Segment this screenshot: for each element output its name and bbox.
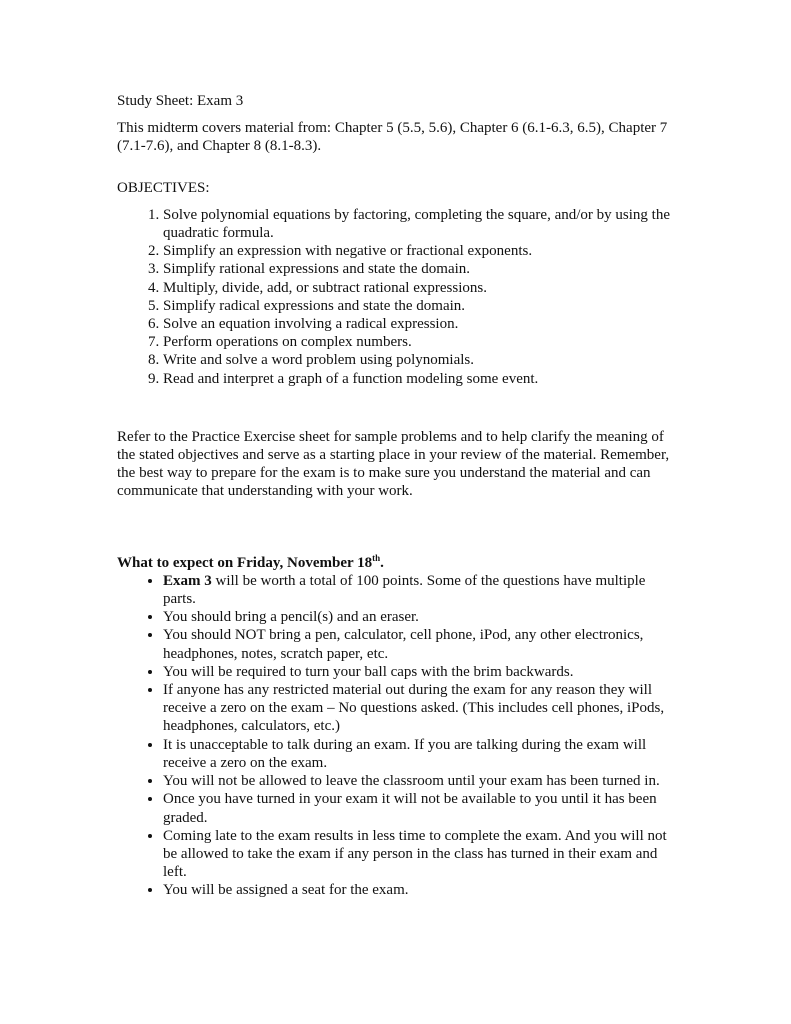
rule-item: • You will be required to turn your ball caps with the brim backwards. <box>163 663 677 681</box>
objective-item: 7. Perform operations on complex numbers. <box>163 333 677 351</box>
objective-item: 3. Simplify rational expressions and state the domain. <box>163 260 677 278</box>
objective-item: 4. Multiply, divide, add, or subtract rational expressions. <box>163 279 677 297</box>
rule-item: • If anyone has any restricted material out during the exam for any reason they will receive a zero on the exam – No questions asked. (This includes cell phones, iPods, headphones, calculators, etc.) <box>163 681 677 736</box>
rule-item: • It is unacceptable to talk during an exam. If you are talking during the exam will receive a zero on the exam. <box>163 736 677 772</box>
rule-text: will be worth a total of 100 points. Some of the questions have multiple parts. <box>163 572 646 608</box>
coverage-statement: This midterm covers material from: Chapter 5 (5.5, 5.6), Chapter 6 (6.1-6.3, 6.5), Chapter 7 (7.1-7.6), and Chapter 8 (8.1-8.3). <box>117 120 668 155</box>
practice-exercise-note: Refer to the Practice Exercise sheet for sample problems and to help clarify the meaning of the stated objectives and serve as a starting place in your review of the material. Remember, the best way to prepare for the exam is to make sure you understand the material and can communicate that understanding with your work. <box>117 428 670 500</box>
exam-expectations-heading <box>117 554 677 572</box>
objective-item: 1. Solve polynomial equations by factoring, completing the square, and/or by using the quadratic formula. <box>163 206 677 242</box>
ordinal-suffix: th <box>372 552 381 563</box>
objective-item: 2. Simplify an expression with negative or fractional exponents. <box>163 242 677 260</box>
objective-item: 8. Write and solve a word problem using polynomials. <box>163 351 677 369</box>
document-page <box>117 92 677 900</box>
heading-text: What to expect on Friday, November 18 <box>117 554 373 571</box>
rule-item: • Coming late to the exam results in less time to complete the exam. And you will not be allowed to take the exam if any person in the class has turned in their exam and left. <box>163 827 677 882</box>
exam-name: Exam 3 <box>163 572 212 589</box>
rule-item: • You will not be allowed to leave the classroom until your exam has been turned in. <box>163 772 677 790</box>
document-title: Study Sheet: Exam 3 <box>117 93 244 109</box>
heading-period: . <box>380 554 384 571</box>
objective-item: 6. Solve an equation involving a radical expression. <box>163 315 677 333</box>
rule-item: • You should bring a pencil(s) and an eraser. <box>163 608 677 626</box>
rule-item: • Once you have turned in your exam it will not be available to you until it has been graded. <box>163 790 677 826</box>
objectives-heading: OBJECTIVES: <box>117 179 210 196</box>
rule-item: • You will be assigned a seat for the exam. <box>163 881 677 899</box>
objective-item: 9. Read and interpret a graph of a function modeling some event. <box>163 370 677 388</box>
rule-item: • You should NOT bring a pen, calculator, cell phone, iPod, any other electronics, headphones, notes, scratch paper, etc. <box>163 626 677 662</box>
objectives-list <box>117 206 677 388</box>
rule-item <box>163 572 677 608</box>
exam-rules-list <box>117 572 677 900</box>
objective-item: 5. Simplify radical expressions and state the domain. <box>163 297 677 315</box>
